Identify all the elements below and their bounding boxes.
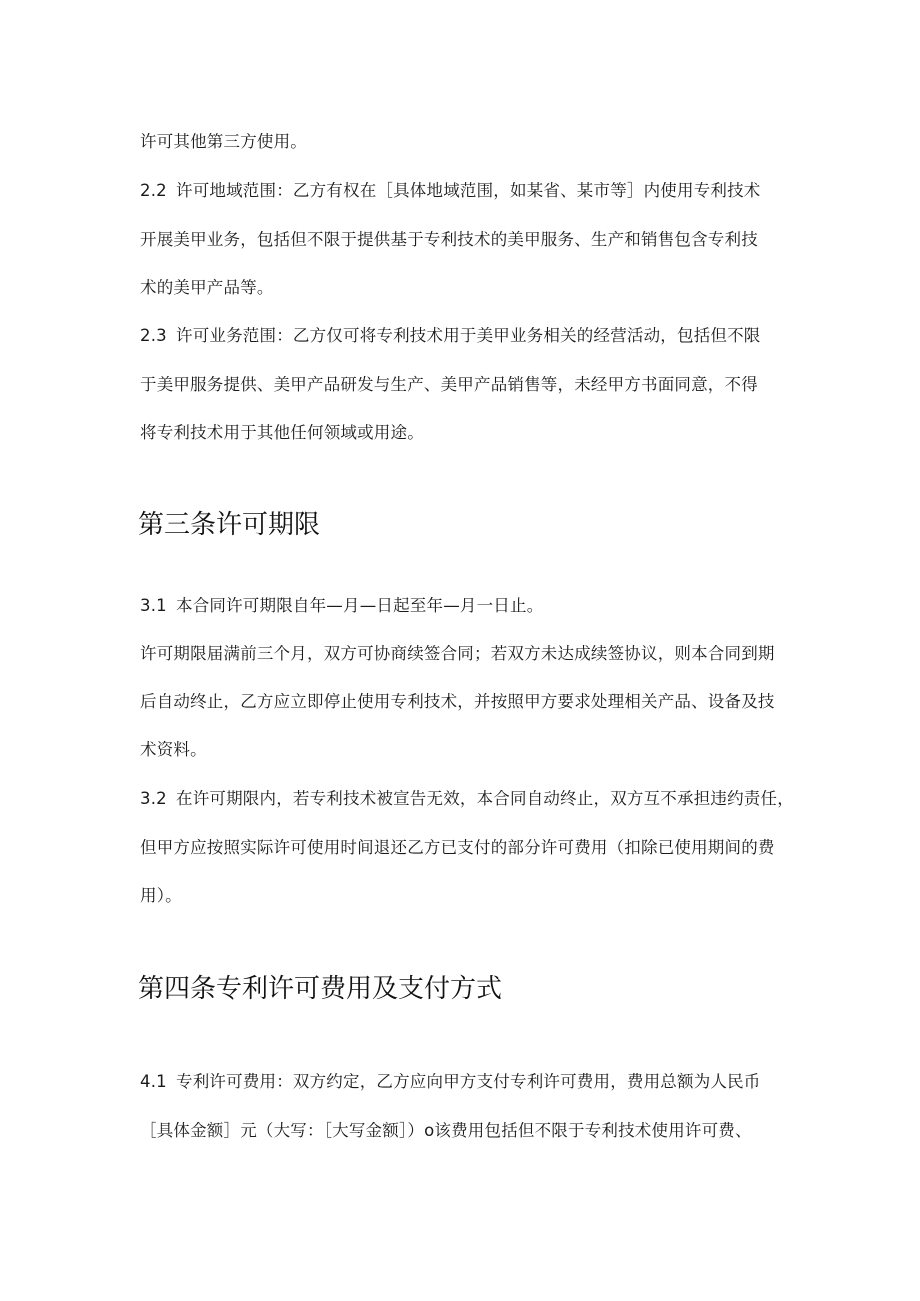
- clause-4-1-line-1: [140, 1070, 800, 1094]
- section-4-title: 第四条专利许可费用及支付方式: [138, 974, 503, 1004]
- clause-4-1-line-2: ［具体金额］元（大写：［大写金额］）o该费用包括但不限于专利技术使用许可费、: [140, 1121, 752, 1140]
- clause-text: 许可业务范围：乙方仅可将专利技术用于美甲业务相关的经营活动，包括但不限: [176, 326, 761, 345]
- clause-3-2-line-1: [140, 787, 800, 811]
- clause-3-1-line-3: 后自动终止，乙方应立即停止使用专利技术，并按照甲方要求处理相关产品、设备及技: [140, 692, 775, 711]
- clause-number: 2.3: [140, 326, 167, 345]
- clause-text: 专利许可费用：双方约定，乙方应向甲方支付专利许可费用，费用总额为人民币: [176, 1072, 761, 1091]
- clause-2-2-line-2: 开展美甲业务，包括但不限于提供基于专利技术的美甲服务、生产和销售包含专利技: [140, 230, 758, 249]
- clause-text: 许可地域范围：乙方有权在［具体地域范围，如某省、某市等］内使用专利技术: [176, 181, 761, 200]
- clause-number: 3.1: [140, 596, 167, 615]
- clause-number: 4.1: [140, 1072, 167, 1091]
- clause-2-3-line-3: 将专利技术用于其他任何领域或用途。: [140, 423, 424, 442]
- clause-number: 3.2: [140, 789, 167, 808]
- clause-text: 本合同许可期限自年—月—日起至年—月一日止。: [176, 596, 544, 615]
- clause-number: 2.2: [140, 181, 167, 200]
- clause-2-2-line-1: [140, 179, 800, 203]
- clause-text: 在许可期限内，若专利技术被宣告无效，本合同自动终止，双方互不承担违约责任，: [176, 789, 794, 808]
- clause-2-3-line-1: [140, 324, 800, 348]
- clause-3-1-line-2: 许可期限届满前三个月，双方可协商续签合同；若双方未达成续签协议，则本合同到期: [140, 644, 775, 663]
- section-3-title: 第三条许可期限: [138, 510, 321, 540]
- clause-2-3-line-2: 于美甲服务提供、美甲产品研发与生产、美甲产品销售等，未经甲方书面同意，不得: [140, 375, 758, 394]
- clause-3-1-line-1: [140, 594, 800, 618]
- paragraph-line: 许可其他第三方使用。: [140, 132, 307, 151]
- clause-3-1-line-4: 术资料。: [140, 740, 207, 759]
- clause-3-2-line-2: 但甲方应按照实际许可使用时间退还乙方已支付的部分许可费用（扣除已使用期间的费: [140, 838, 775, 857]
- clause-3-2-line-3: 用）。: [140, 886, 182, 905]
- clause-2-2-line-3: 术的美甲产品等。: [140, 278, 274, 297]
